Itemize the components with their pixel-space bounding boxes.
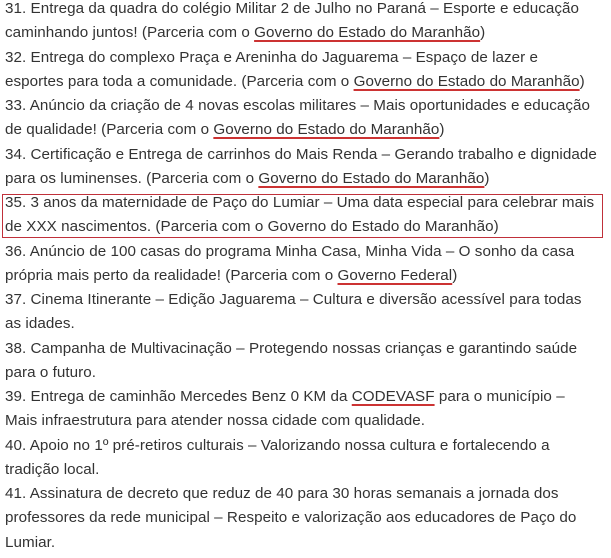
item-41-line1: 41. Assinatura de decreto que reduz de 40 para 30 horas semanais a jornada dos [5, 485, 559, 502]
governo-federal-link[interactable]: Governo Federal [337, 266, 453, 284]
item-35-line2: de XXX nascimentos. (Parceria com o Governo do Estado do Maranhão) [5, 218, 499, 236]
item-36-line1: 36. Anúncio de 100 casas do programa Minha Casa, Minha Vida – O sonho da casa [5, 242, 575, 260]
item-40-line1: 40. Apoio no 1º pré-retiros culturais – Valorizando nossa cultura e fortalecendo a [5, 436, 550, 454]
item-31-line1: 31. Entrega da quadra do colégio Militar 2 de Julho no Paraná – Esporte e educação [5, 0, 580, 17]
list-item-36: 36. Anúncio de 100 casas do programa Minha Casa, Minha Vida – O sonho da casa própria mais perto da realidade! (Parceria com o Governo Federal) [5, 240, 601, 289]
list-item-35 [5, 191, 601, 240]
governo-estado-link[interactable]: Governo do Estado do Maranhão [353, 72, 580, 90]
item-41-line3: Lumiar. [5, 533, 56, 551]
item-41-line2: professores da rede municipal – Respeito e valorização aos educadores de Paço do [5, 509, 577, 527]
item-34-line1: 34. Certificação e Entrega de carrinhos do Mais Renda – Gerando trabalho e dignidade [5, 145, 597, 163]
list-item-40 [5, 434, 601, 483]
list-item-32: 32. Entrega do complexo Praça e Areninha do Jaguarema – Espaço de lazer e esportes para toda a comunidade. (Parceria com o Governo do Estado do Maranhão) [5, 46, 601, 95]
item-34-text: para os luminenses. (Parceria com o [5, 169, 259, 187]
list-item-34: 34. Certificação e Entrega de carrinhos do Mais Renda – Gerando trabalho e dignidade para os luminenses. (Parceria com o Governo do Estado do Maranhão) [5, 143, 601, 192]
list-item-41 [5, 482, 601, 555]
list-item-39: 39. Entrega de caminhão Mercedes Benz 0 KM da CODEVASF para o município – Mais infraestrutura para atender nossa cidade com qualidade. [5, 385, 601, 434]
list-item-31: 31. Entrega da quadra do colégio Militar 2 de Julho no Paraná – Esporte e educação caminhando juntos! (Parceria com o Governo do Estado do Maranhão) [5, 0, 601, 46]
codevasf-link[interactable]: CODEVASF [351, 388, 435, 405]
item-38-line2: para o futuro. [5, 363, 97, 381]
item-39-line2: Mais infraestrutura para atender nossa cidade com qualidade. [5, 412, 426, 430]
item-38-line1: 38. Campanha de Multivacinação – Protegendo nossas crianças e garantindo saúde [5, 339, 578, 357]
item-37-line1: 37. Cinema Itinerante – Edição Jaguarema – Cultura e diversão acessível para todas [5, 291, 582, 308]
item-33-text: de qualidade! (Parceria com o [5, 121, 214, 139]
item-39-text: 39. Entrega de caminhão Mercedes Benz 0 KM da [5, 388, 352, 405]
list-item-33: 33. Anúncio da criação de 4 novas escolas militares – Mais oportunidades e educação de qualidade! (Parceria com o Governo do Estado do Maranhão) [5, 94, 601, 143]
item-32-text: esportes para toda a comunidade. (Parceria com o [5, 72, 354, 90]
governo-estado-link[interactable]: Governo do Estado do Maranhão [254, 24, 481, 42]
list-item-37 [5, 288, 601, 337]
item-32-line1: 32. Entrega do complexo Praça e Areninha do Jaguarema – Espaço de lazer e [5, 48, 539, 66]
governo-estado-link[interactable]: Governo do Estado do Maranhão [213, 121, 440, 139]
item-36-text: própria mais perto da realidade! (Parceria com o [5, 266, 338, 284]
governo-estado-link[interactable]: Governo do Estado do Maranhão [258, 169, 485, 187]
item-31-text: caminhando juntos! (Parceria com o [5, 24, 255, 42]
item-37-line2: as idades. [5, 315, 75, 333]
item-35-line1: 35. 3 anos da maternidade de Paço do Lumiar – Uma data especial para celebrar mais [5, 194, 595, 211]
item-33-line1: 33. Anúncio da criação de 4 novas escolas militares – Mais oportunidades e educação [5, 97, 591, 114]
list-item-38 [5, 337, 601, 386]
item-40-line2: tradição local. [5, 460, 100, 478]
